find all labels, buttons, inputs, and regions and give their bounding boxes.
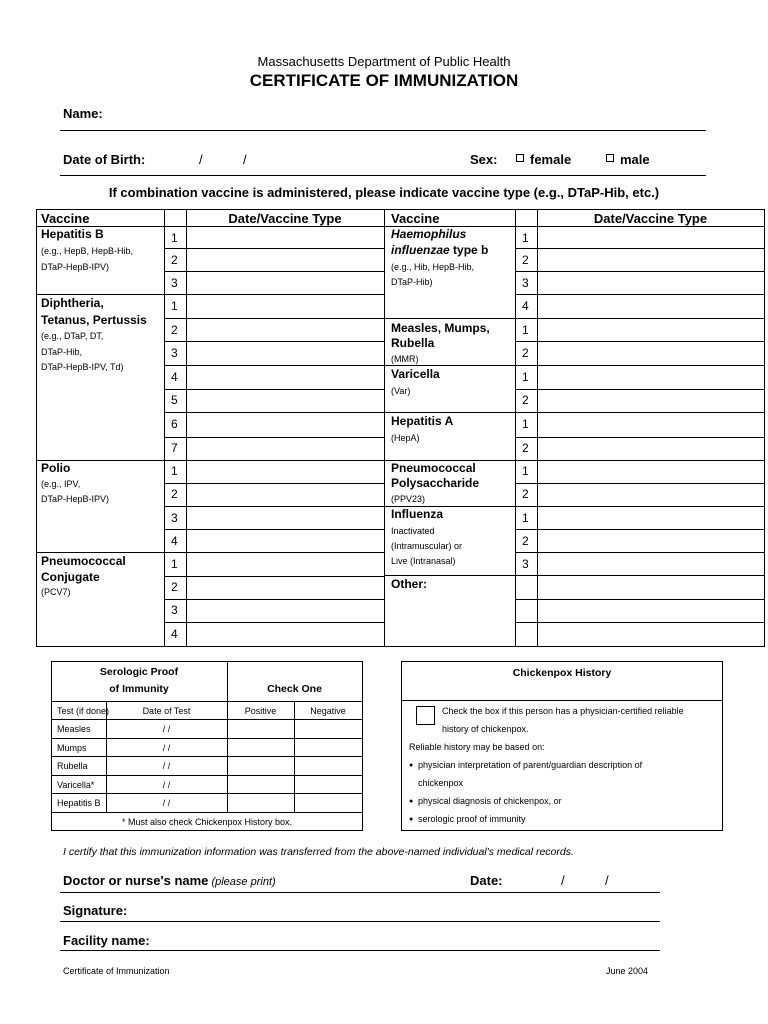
sex-label: Sex: (470, 152, 498, 167)
vaccine-pcv: Pneumococcal (41, 554, 126, 568)
dose-number: 6 (171, 417, 178, 431)
bullet-text: physical diagnosis of chickenpox, or (418, 796, 562, 806)
test-name: Varicella* (57, 780, 95, 790)
vaccine-sub: (MMR) (391, 354, 419, 364)
female-option[interactable] (516, 152, 571, 167)
dose-number: 1 (522, 511, 529, 525)
dose-number: 1 (171, 557, 178, 571)
vaccine-influenza: Influenza (391, 507, 444, 521)
dose-number: 4 (171, 370, 178, 384)
chickenpox-checkbox[interactable] (416, 706, 435, 725)
vaccine-ppv: Pneumococcal (391, 461, 476, 475)
vaccine-sub: (Var) (391, 386, 411, 396)
doctor-name-field[interactable] (60, 892, 660, 893)
doctor-name-label: Doctor or nurse's name (please print) (63, 873, 276, 888)
facility-field[interactable] (60, 950, 660, 951)
checkbox-icon[interactable] (606, 154, 614, 162)
vaccine-sub: (PCV7) (41, 587, 71, 597)
vaccine-sub: (HepA) (391, 433, 420, 443)
reliable-history-text: Reliable history may be based on: (409, 742, 545, 752)
chickenpox-history-box (401, 661, 723, 831)
dose-number: 4 (171, 627, 178, 641)
dose-number: 1 (522, 417, 529, 431)
vaccine-table (36, 209, 765, 647)
male-label: male (620, 152, 650, 167)
col-date-type: Date/Vaccine Type (593, 211, 708, 226)
vaccine-sub: DTaP-Hib) (391, 277, 433, 287)
col-vaccine: Vaccine (391, 211, 440, 226)
chickenpox-check-text: Check the box if this person has a physician-certified reliable (442, 706, 684, 716)
dose-number: 1 (171, 464, 178, 478)
vaccine-hepatitis-a: Hepatitis A (391, 414, 454, 428)
dose-number: 4 (522, 299, 529, 313)
serologic-title: Serologic Proof (99, 666, 179, 678)
checkbox-icon[interactable] (516, 154, 524, 162)
dose-number: 3 (171, 603, 178, 617)
dose-number: 2 (171, 487, 178, 501)
form-title: CERTIFICATE OF IMMUNIZATION (249, 71, 519, 90)
test-date[interactable]: / / (162, 798, 171, 808)
check-one-heading: Check One (267, 683, 322, 695)
vaccine-polio: Polio (41, 461, 71, 475)
col-negative: Negative (310, 706, 346, 716)
vaccine-hepatitis-b: Hepatitis B (41, 227, 104, 241)
vaccine-sub: Live (Intranasal) (391, 556, 456, 566)
dose-number: 1 (522, 323, 529, 337)
vaccine-varicella: Varicella (391, 367, 440, 381)
department-name: Massachusetts Department of Public Health (257, 54, 511, 69)
test-name: Mumps (57, 743, 87, 753)
serologic-proof-table (51, 661, 363, 831)
date-label: Date: (470, 873, 503, 888)
test-date[interactable]: / / (162, 780, 171, 790)
dose-number: 3 (171, 346, 178, 360)
bullet-text: serologic proof of immunity (418, 814, 526, 824)
col-vaccine: Vaccine (41, 211, 90, 226)
test-date[interactable]: / / (162, 743, 171, 753)
vaccine-dtp: Diphtheria, (41, 296, 104, 310)
vaccine-sub: (e.g., DTaP, DT, (41, 331, 104, 341)
combination-vaccine-note: If combination vaccine is administered, please indicate vaccine type (e.g., DTaP-Hib, etc.) (108, 185, 660, 200)
vaccine-other: Other: (391, 577, 427, 591)
test-name: Hepatitis B (57, 798, 101, 808)
test-date[interactable]: / / (162, 724, 171, 734)
test-name: Rubella (57, 761, 88, 771)
vaccine-hib: influenzae type b (391, 243, 489, 257)
dose-number: 1 (522, 464, 529, 478)
dose-number: 4 (171, 534, 178, 548)
vaccine-sub: DTaP-HepB-IPV, Td) (41, 362, 124, 372)
dose-number: 2 (522, 253, 529, 267)
vaccine-sub: (PPV23) (391, 494, 426, 504)
footer-date: June 2004 (606, 966, 649, 976)
dose-number: 2 (171, 253, 178, 267)
vaccine-sub: (e.g., Hib, HepB-Hib, (391, 262, 475, 272)
dob-slash: / (199, 152, 203, 167)
facility-label: Facility name: (63, 933, 150, 948)
date-slash: / (561, 873, 565, 888)
vaccine-sub: DTaP-HepB-IPV) (41, 262, 110, 272)
vaccine-sub: (Intramuscular) or (391, 541, 463, 551)
dose-number: 2 (522, 346, 529, 360)
dose-number: 1 (522, 370, 529, 384)
test-date[interactable]: / / (162, 761, 171, 771)
vaccine-ppv: Polysaccharide (391, 476, 480, 490)
dose-number: 2 (522, 441, 529, 455)
bullet-icon: ● (409, 762, 414, 769)
dose-number: 2 (171, 323, 178, 337)
vaccine-dtp: Tetanus, Pertussis (41, 313, 147, 327)
date-slash: / (605, 873, 609, 888)
col-test: Test (if done) (57, 706, 110, 716)
vaccine-pcv: Conjugate (41, 570, 100, 584)
serologic-title: of Immunity (109, 683, 169, 695)
dob-field-line (60, 175, 706, 176)
dose-number: 5 (171, 393, 178, 407)
bullet-icon: ● (409, 798, 414, 805)
dose-number: 3 (522, 276, 529, 290)
dose-number: 1 (522, 231, 529, 245)
female-label: female (530, 152, 572, 167)
vaccine-mmr: Measles, Mumps, (391, 321, 490, 335)
test-name: Measles (57, 724, 91, 734)
dose-number: 2 (522, 534, 529, 548)
vaccine-sub: (e.g., IPV, (41, 479, 81, 489)
chickenpox-check-text: history of chickenpox. (442, 724, 529, 734)
bullet-text: physician interpretation of parent/guardian description of (418, 760, 643, 770)
vaccine-mmr: Rubella (391, 336, 435, 350)
dose-number: 3 (522, 557, 529, 571)
bullet-text: chickenpox (418, 778, 464, 788)
vaccine-sub: Inactivated (391, 526, 435, 536)
serologic-note: * Must also check Chickenpox History box. (121, 817, 293, 827)
signature-label: Signature: (63, 903, 128, 918)
dose-number: 2 (522, 393, 529, 407)
dose-number: 7 (171, 441, 178, 455)
signature-field[interactable] (60, 921, 660, 922)
bullet-icon: ● (409, 816, 414, 823)
certification-statement: I certify that this immunization information was transferred from the above-named individual's medical records. (63, 846, 574, 858)
chickenpox-title: Chickenpox History (512, 667, 612, 679)
male-option[interactable] (606, 152, 650, 167)
col-date-of-test: Date of Test (142, 706, 191, 716)
dose-number: 1 (171, 231, 178, 245)
vaccine-sub: (e.g., HepB, HepB-Hib, (41, 246, 134, 256)
footer-form-name: Certificate of Immunization (63, 966, 170, 976)
dose-number: 3 (171, 511, 178, 525)
vaccine-sub: DTaP-HepB-IPV) (41, 494, 110, 504)
dose-number: 2 (522, 487, 529, 501)
dob-label: Date of Birth: (63, 152, 146, 167)
vaccine-hib: Haemophilus (391, 227, 467, 241)
name-field[interactable] (60, 130, 706, 131)
dose-number: 1 (171, 299, 178, 313)
col-date-type: Date/Vaccine Type (228, 211, 342, 226)
dose-number: 2 (171, 580, 178, 594)
col-positive: Positive (244, 706, 277, 716)
vaccine-sub: DTaP-Hib, (41, 347, 83, 357)
dob-slash: / (243, 152, 247, 167)
dose-number: 3 (171, 276, 178, 290)
name-label: Name: (63, 106, 103, 121)
